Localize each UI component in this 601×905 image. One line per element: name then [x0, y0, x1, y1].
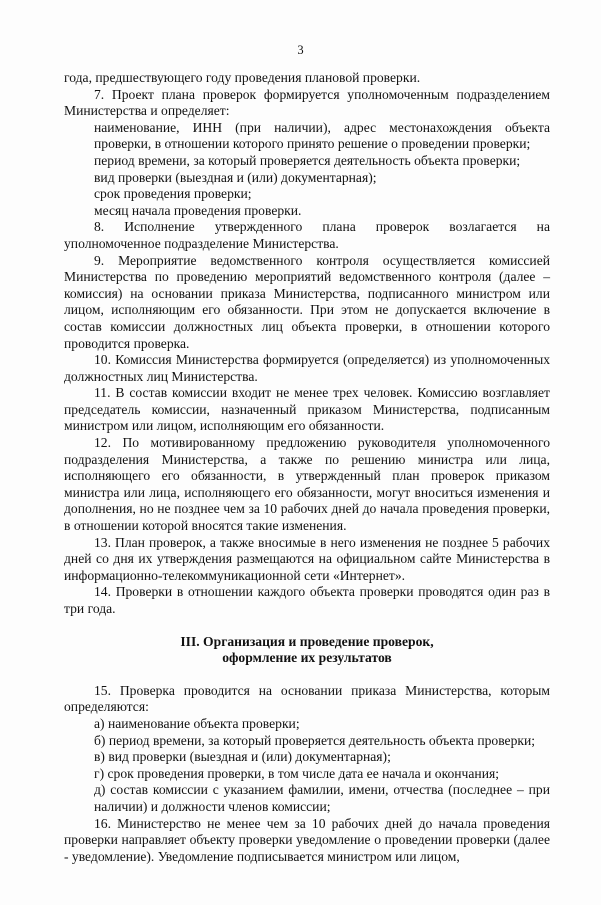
paragraph-13: 13. План проверок, а также вносимые в него изменения не позднее 5 рабочих дней со дня их утверждения размещаются на официальном сайте Министерства в информационно-телекоммуникационной сети «Интернет».	[64, 534, 550, 583]
spacer	[64, 618, 550, 634]
paragraph-7-item-type: вид проверки (выездная и (или) документарная);	[94, 169, 377, 185]
document-body	[64, 70, 550, 865]
paragraph-9: 9. Мероприятие ведомственного контроля осуществляется комиссией Министерства по проведению мероприятий ведомственного контроля (далее – комиссия) на основании приказа Министерства, подписанного министром или лицом, исполняющим его обязанности. При этом не допускается включение в состав комиссии должностных лиц объекта проверки, в отношении которого проводится проверка.	[64, 252, 550, 351]
paragraph-7-item-month: месяц начала проведения проверки.	[94, 202, 302, 218]
paragraph-15-item-b: б) период времени, за который проверяется деятельность объекта проверки;	[94, 732, 536, 748]
paragraph-15-item-e: д) состав комиссии с указанием фамилии, имени, отчества (последнее – при наличии) и должности членов комиссии;	[94, 782, 550, 814]
paragraph-15: 15. Проверка проводится на основании приказа Министерства, которым определяются:	[64, 682, 550, 715]
paragraph-7-item-term: срок проведения проверки;	[94, 186, 252, 202]
paragraph-7-item-name: наименование, ИНН (при наличии), адрес местонахождения объекта проверки, в отношении которого принято решение о проведении проверки;	[94, 119, 550, 152]
section-title-line-2: оформление их результатов	[222, 650, 392, 666]
paragraph-15-item-c: в) вид проверки (выездная и (или) документарная);	[94, 749, 391, 765]
paragraph-11: 11. В состав комиссии входит не менее трех человек. Комиссию возглавляет председатель комиссии, назначенный приказом Министерства, подписанным министром или лицом, исполняющим его обязанности.	[64, 385, 550, 434]
section-title-line-1: III. Организация и проведение проверок,	[180, 633, 434, 649]
paragraph-15-item-d: г) срок проведения проверки, в том числе дата ее начала и окончания;	[94, 765, 500, 781]
paragraph-12: 12. По мотивированному предложению руководителя уполномоченного подразделения Министерства, а также по решению министра или лица, исполняющего его обязанности, в утвержденный план проверок приказом министра или лица, исполняющего его обязанности, могут вноситься изменения и дополнения, но не позднее чем за 10 рабочих дней до начала проведения проверки, в отношении которой вносятся такие изменения.	[64, 435, 550, 534]
spacer	[64, 667, 550, 683]
paragraph-14: 14. Проверки в отношении каждого объекта проверки проводятся один раз в три года.	[64, 584, 550, 616]
paragraph-continuation: года, предшествующего году проведения плановой проверки.	[64, 70, 421, 85]
paragraph-10: 10. Комиссия Министерства формируется (определяется) из уполномоченных должностных лиц Министерства.	[64, 352, 550, 384]
page-number: 3	[297, 43, 304, 57]
paragraph-15-item-a: а) наименование объекта проверки;	[94, 715, 300, 731]
paragraph-16: 16. Министерство не менее чем за 10 рабочих дней до начала проведения проверки направляет объекту проверки уведомление о проведении проверки (далее - уведомление). Уведомление подписывается министром или лицом,	[64, 815, 550, 864]
paragraph-8: 8. Исполнение утвержденного плана проверок возлагается на уполномоченное подразделение Министерства.	[64, 219, 550, 251]
paragraph-7-item-period: период времени, за который проверяется деятельность объекта проверки;	[94, 152, 521, 168]
paragraph-7: 7. Проект плана проверок формируется уполномоченным подразделением Министерства и определяет:	[64, 86, 550, 119]
